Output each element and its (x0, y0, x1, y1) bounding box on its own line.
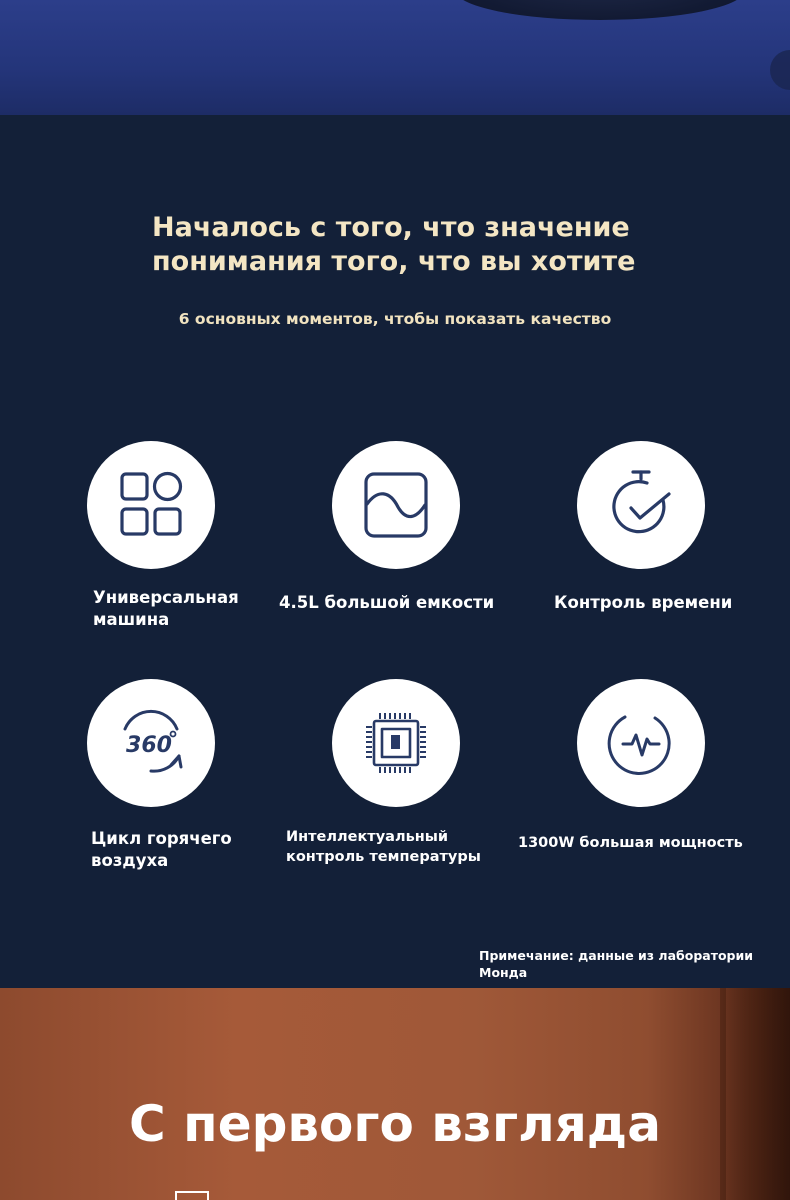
timer-check-icon (599, 463, 683, 547)
feature-label-universal: Универсальная машина (93, 588, 239, 629)
svg-text:360: 360 (126, 733, 172, 758)
feature-circle-power (577, 679, 705, 807)
feature-label-power: 1300W большая мощность (518, 835, 743, 851)
feature-circle-airflow (87, 679, 215, 807)
feature-circle-temperature (332, 679, 460, 807)
feature-circle-universal (87, 441, 215, 569)
appliance-bottom-edge (455, 0, 745, 20)
rotate-360-icon (109, 701, 193, 785)
subheadline: 6 основных моментов, чтобы показать качество (178, 310, 612, 328)
appliance-base-shadow (770, 50, 790, 90)
power-pulse-icon (599, 701, 683, 785)
headline: Началось с того, что значение понимания того, что вы хотите (152, 212, 636, 277)
feature-circle-capacity (332, 441, 460, 569)
section-title-first-glance: С первого взгляда (129, 1095, 661, 1153)
feature-label-airflow: Цикл горячего воздуха (91, 829, 232, 870)
feature-circle-timer (577, 441, 705, 569)
chip-icon (354, 701, 438, 785)
capacity-basket-icon (354, 463, 438, 547)
grid-apps-icon (109, 463, 193, 547)
feature-label-capacity: 4.5L большой емкости (279, 593, 495, 612)
cropped-outline-shape (175, 1191, 209, 1200)
feature-label-temperature: Интеллектуальный контроль температуры (286, 829, 481, 865)
feature-label-timer: Контроль времени (554, 593, 733, 612)
features-section (0, 115, 790, 988)
lab-note: Примечание: данные из лаборатории Монда (479, 948, 753, 980)
product-photo-top (0, 0, 790, 115)
first-glance-section (0, 988, 790, 1200)
